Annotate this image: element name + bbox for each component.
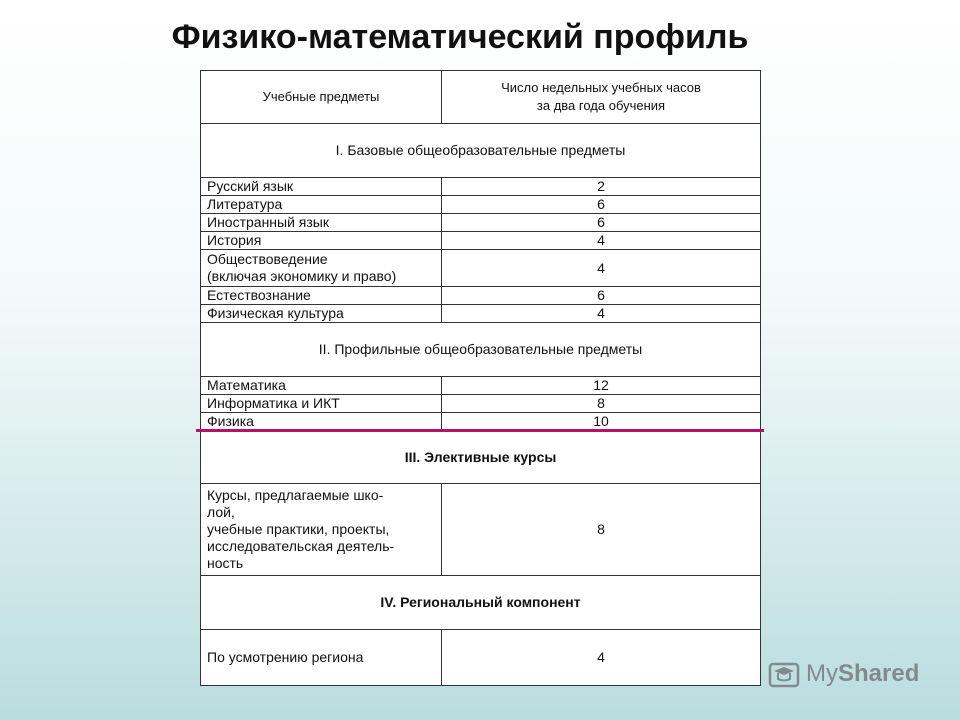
subject-cell: Информатика и ИКТ	[201, 395, 442, 413]
table-row	[201, 214, 761, 232]
subject-cell: Литература	[201, 196, 442, 214]
hours-cell: 6	[442, 287, 761, 305]
table-row	[201, 484, 761, 576]
highlight-underline	[196, 429, 764, 432]
header-hours-line2: за два года обучения	[536, 98, 666, 113]
watermark-shared: Shared	[838, 660, 920, 687]
hours-cell: 6	[442, 214, 761, 232]
header-hours	[442, 71, 761, 124]
subject-line: (включая экономику и право)	[207, 268, 397, 284]
hours-cell: 8	[442, 484, 761, 576]
hours-cell: 10	[442, 413, 761, 431]
section-title-regional: IV. Региональный компонент	[201, 576, 761, 630]
watermark	[768, 656, 919, 692]
section-heading-row	[201, 431, 761, 484]
subject-line: Курсы, предлагаемые шко-	[207, 487, 384, 503]
watermark-my: My	[806, 660, 838, 687]
section-title-basic: I. Базовые общеобразовательные предметы	[201, 124, 761, 178]
subject-cell: История	[201, 232, 442, 250]
table-row	[201, 232, 761, 250]
subject-cell: Физическая культура	[201, 305, 442, 323]
page-title: Физико-математический профиль	[171, 18, 749, 56]
table-row	[201, 305, 761, 323]
table-row	[201, 196, 761, 214]
subject-cell: Иностранный язык	[201, 214, 442, 232]
section-heading-row	[201, 323, 761, 377]
subject-line: исследовательская деятель-	[207, 538, 395, 554]
hours-cell: 12	[442, 377, 761, 395]
header-subjects: Учебные предметы	[201, 71, 442, 124]
hours-cell: 4	[442, 250, 761, 287]
subject-cell: По усмотрению региона	[201, 630, 442, 686]
section-title-profile: II. Профильные общеобразовательные предметы	[201, 323, 761, 377]
table-row	[201, 178, 761, 196]
subject-cell: Математика	[201, 377, 442, 395]
subject-line: ность	[207, 555, 244, 571]
table-row	[201, 250, 761, 287]
curriculum-table	[200, 70, 761, 686]
hours-cell: 4	[442, 630, 761, 686]
section-heading-row	[201, 576, 761, 630]
table-header-row	[201, 71, 761, 124]
section-title-electives: III. Элективные курсы	[201, 431, 761, 484]
table-row	[201, 413, 761, 431]
table-row	[201, 630, 761, 686]
hours-cell: 2	[442, 178, 761, 196]
mortarboard-icon	[768, 659, 800, 689]
subject-cell: Русский язык	[201, 178, 442, 196]
subject-cell: Физика	[201, 413, 442, 431]
table-row	[201, 287, 761, 305]
hours-cell: 8	[442, 395, 761, 413]
subject-cell: Естествознание	[201, 287, 442, 305]
subject-cell	[201, 250, 442, 287]
subject-line: Обществоведение	[207, 251, 328, 267]
table-row	[201, 377, 761, 395]
subject-cell	[201, 484, 442, 576]
table-row	[201, 395, 761, 413]
hours-cell: 6	[442, 196, 761, 214]
section-heading-row	[201, 124, 761, 178]
hours-cell: 4	[442, 305, 761, 323]
subject-line: учебные практики, проекты,	[207, 521, 390, 537]
subject-line: лой,	[207, 504, 235, 520]
hours-cell: 4	[442, 232, 761, 250]
header-hours-line1: Число недельных учебных часов	[501, 80, 701, 95]
